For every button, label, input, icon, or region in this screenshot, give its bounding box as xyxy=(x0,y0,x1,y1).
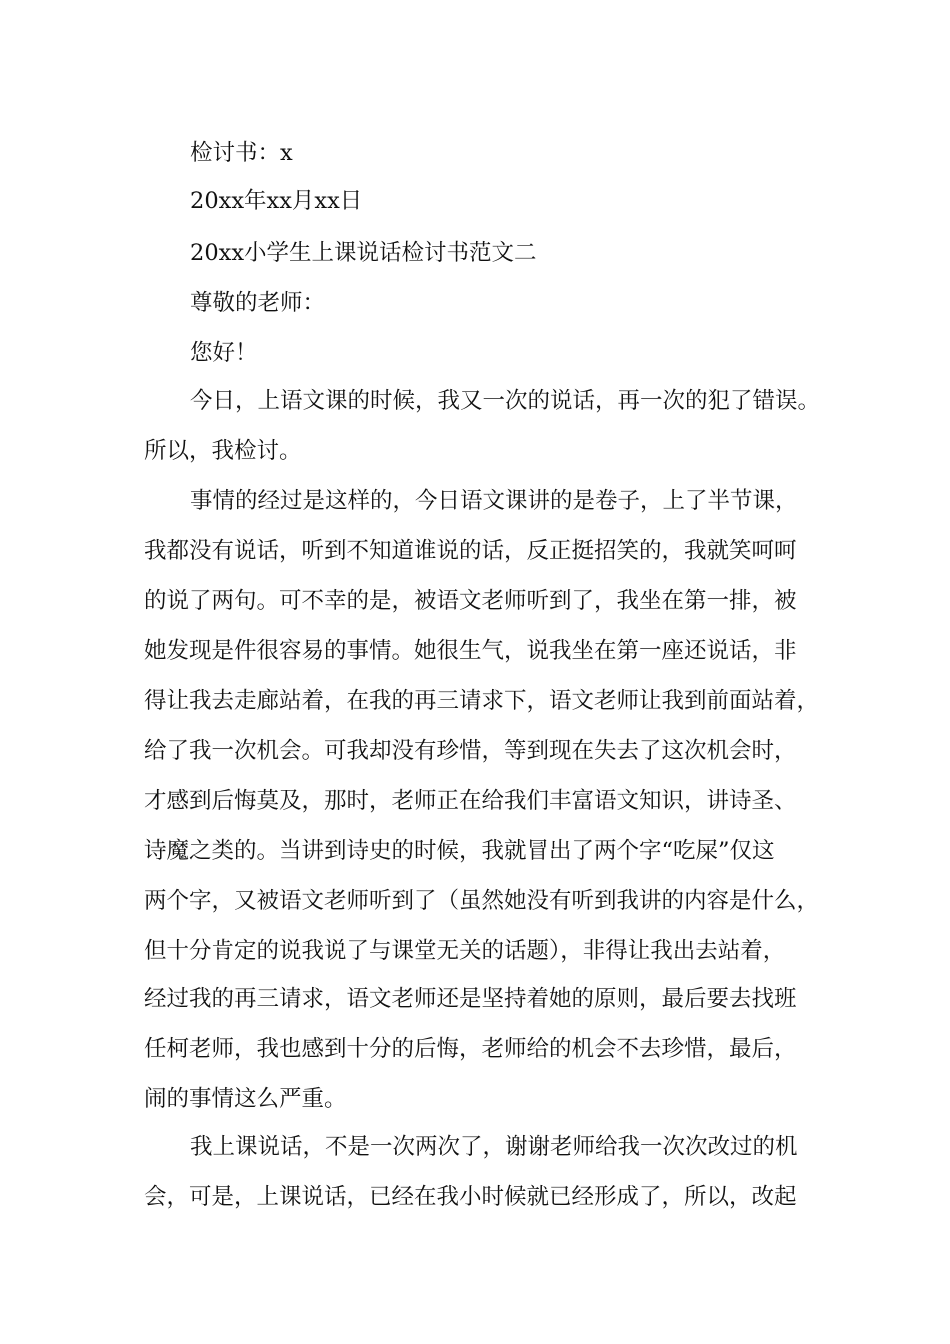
paragraph-line: 的说了两句。可不幸的是，被语文老师听到了，我坐在第一排，被 xyxy=(144,588,797,614)
paragraph-line: 她发现是件很容易的事情。她很生气，说我坐在第一座还说话，非 xyxy=(144,638,797,664)
greeting: 您好！ xyxy=(190,340,258,366)
paragraph-line: 给了我一次机会。可我却没有珍惜，等到现在失去了这次机会时， xyxy=(144,738,797,764)
paragraph-line: 今日，上语文课的时候，我又一次的说话，再一次的犯了错误。 xyxy=(190,388,821,414)
paragraph-line: 经过我的再三请求，语文老师还是坚持着她的原则，最后要去找班 xyxy=(144,986,797,1012)
date-line: 20xx年xx月xx日 xyxy=(190,188,363,214)
paragraph-line: 所以，我检讨。 xyxy=(144,438,302,464)
document-title: 20xx小学生上课说话检讨书范文二 xyxy=(190,240,537,266)
paragraph-line: 事情的经过是这样的，今日语文课讲的是卷子，上了半节课， xyxy=(190,488,798,514)
signature-line: 检讨书：x xyxy=(190,140,293,166)
paragraph-line: 闹的事情这么严重。 xyxy=(144,1086,347,1112)
paragraph-line: 任柯老师，我也感到十分的后悔，老师给的机会不去珍惜，最后， xyxy=(144,1036,797,1062)
paragraph-line: 但十分肯定的说我说了与课堂无关的话题），非得让我出去站着， xyxy=(144,938,786,964)
paragraph-line: 我上课说话，不是一次两次了，谢谢老师给我一次次改过的机 xyxy=(190,1134,798,1160)
paragraph-line: 诗魔之类的。当讲到诗史的时候，我就冒出了两个字“吃屎”仅这 xyxy=(144,838,775,864)
paragraph-line: 会，可是，上课说话，已经在我小时候就已经形成了，所以，改起 xyxy=(144,1184,797,1210)
paragraph-line: 两个字，又被语文老师听到了（虽然她没有听到我讲的内容是什么， xyxy=(144,888,820,914)
paragraph-line: 得让我去走廊站着，在我的再三请求下，语文老师让我到前面站着， xyxy=(144,688,820,714)
paragraph-line: 我都没有说话，听到不知道谁说的话，反正挺招笑的，我就笑呵呵 xyxy=(144,538,797,564)
paragraph-line: 才感到后悔莫及，那时，老师正在给我们丰富语文知识，讲诗圣、 xyxy=(144,788,797,814)
salutation: 尊敬的老师： xyxy=(190,290,326,316)
